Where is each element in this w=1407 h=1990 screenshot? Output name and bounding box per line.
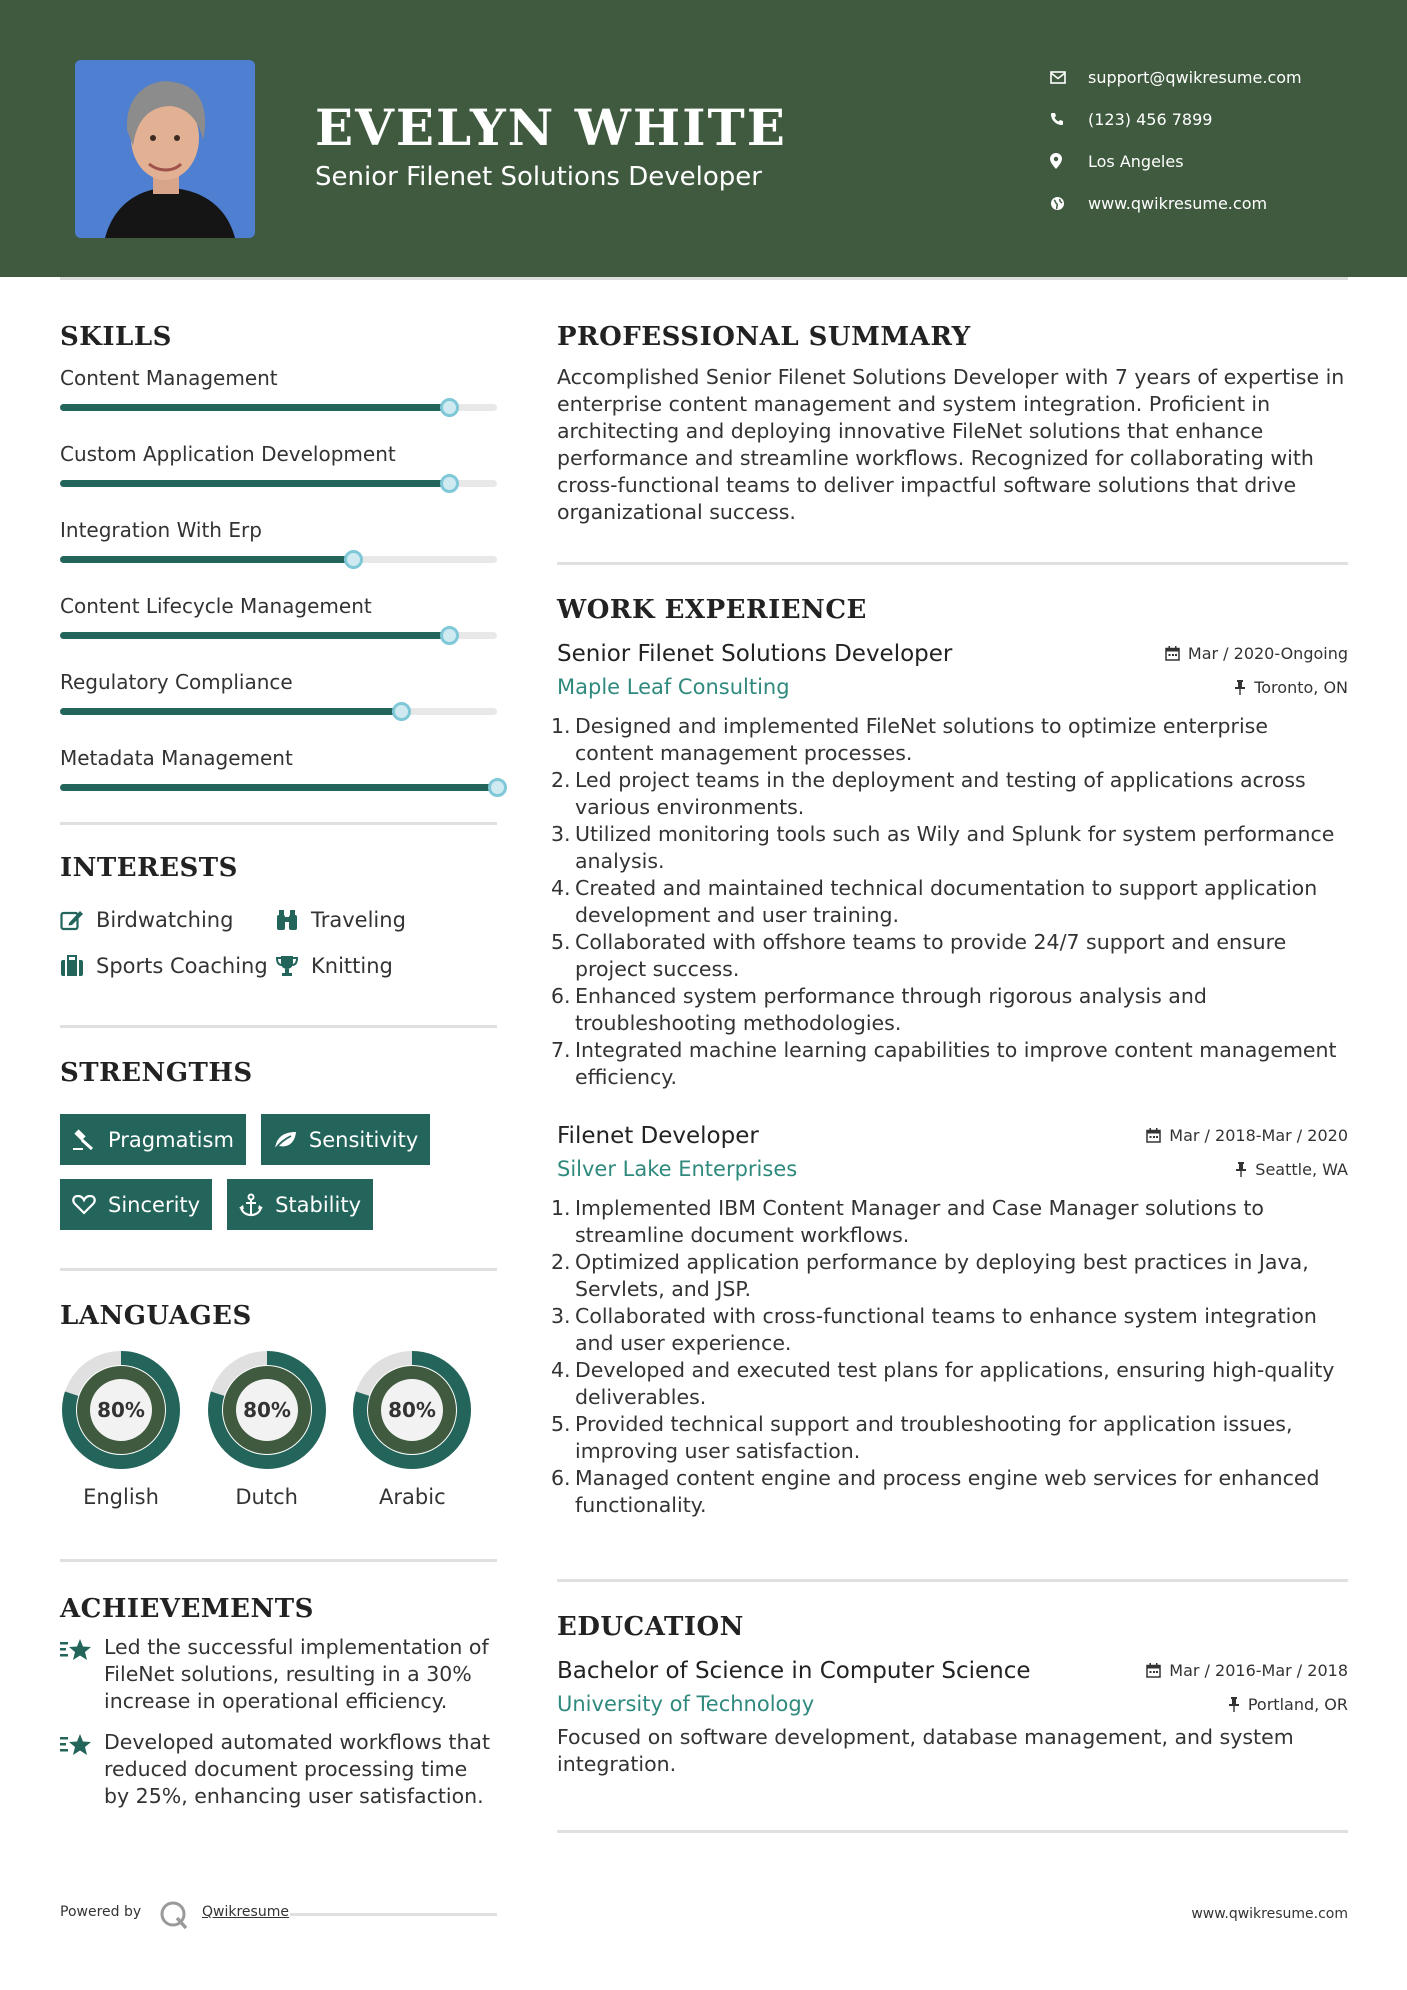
contact-email-text: support@qwikresume.com <box>1088 67 1302 87</box>
job-duties <box>551 1195 1348 1519</box>
skill-bar <box>60 404 497 411</box>
strength-tag <box>227 1179 373 1230</box>
interests-title: INTERESTS <box>60 853 238 883</box>
pushpin-icon <box>1235 1162 1247 1177</box>
binoculars-icon <box>275 909 311 931</box>
section-divider <box>60 1268 497 1271</box>
language-percent: 80% <box>242 1398 291 1422</box>
skill-item <box>60 366 497 442</box>
interests-list <box>60 907 497 979</box>
language-percent: 80% <box>388 1398 437 1422</box>
skill-bar <box>60 708 497 715</box>
language-percent: 80% <box>97 1398 145 1422</box>
duty-item: 5. Provided technical support and troubleshooting for application issues, improving user satisfaction. <box>551 1412 1293 1463</box>
duty-item: 4. Created and maintained technical documentation to support application development and user training. <box>551 876 1318 927</box>
strength-label: Pragmatism <box>108 1127 234 1152</box>
language-ring <box>206 1349 328 1471</box>
contact-email[interactable] <box>1050 56 1380 98</box>
job-date <box>1165 644 1348 663</box>
skill-bar <box>60 632 497 639</box>
skill-knob <box>392 702 411 721</box>
achievements-section <box>60 1594 497 1810</box>
briefcase-icon <box>60 955 96 977</box>
interest-item <box>60 907 275 933</box>
experience-section <box>551 595 1348 1519</box>
skill-item <box>60 442 497 518</box>
education-description: Focused on software development, database management, and system integration. <box>557 1725 1294 1776</box>
contact-phone-text: (123) 456 7899 <box>1088 109 1213 129</box>
anchor-icon <box>239 1193 275 1217</box>
skill-name: Metadata Management <box>60 746 293 770</box>
section-divider <box>60 822 497 825</box>
contact-list <box>1050 56 1380 224</box>
education-location <box>1228 1695 1348 1714</box>
skill-name: Custom Application Development <box>60 442 396 466</box>
calendar-icon <box>1146 1663 1161 1678</box>
job-location-text: Toronto, ON <box>1254 677 1348 697</box>
skill-item <box>60 518 497 594</box>
language-name: English <box>83 1485 159 1509</box>
job-location <box>1234 678 1348 697</box>
section-divider <box>60 1559 497 1562</box>
contact-website[interactable] <box>1050 182 1380 224</box>
interests-section <box>60 853 497 979</box>
strength-label: Sincerity <box>108 1192 201 1217</box>
left-column <box>60 322 497 1810</box>
contact-location-text: Los Angeles <box>1088 151 1184 171</box>
section-divider <box>557 1579 1348 1582</box>
header-divider <box>60 277 1348 280</box>
powered-by-label: Powered by <box>60 1904 142 1920</box>
skill-item <box>60 594 497 670</box>
calendar-icon <box>1165 646 1180 661</box>
company-name: Silver Lake Enterprises <box>557 1157 798 1181</box>
interest-label: Sports Coaching <box>96 954 268 978</box>
interest-label: Knitting <box>311 954 393 978</box>
footer-website[interactable]: www.qwikresume.com <box>1191 1906 1348 1922</box>
candidate-title: Senior Filenet Solutions Developer <box>315 162 762 192</box>
envelope-icon <box>1050 71 1088 84</box>
calendar-icon <box>1146 1128 1161 1143</box>
duty-item: 3. Collaborated with cross-functional teams to enhance system integration and user experience. <box>551 1304 1317 1355</box>
skill-name: Regulatory Compliance <box>60 670 293 694</box>
duty-item: 6. Managed content engine and process engine web services for enhanced functionality. <box>551 1466 1320 1517</box>
education-date <box>1146 1661 1348 1680</box>
language-item <box>351 1349 497 1509</box>
education-title: EDUCATION <box>557 1612 744 1642</box>
job-date <box>1146 1126 1348 1145</box>
qwikresume-link[interactable]: Qwikresume <box>202 1904 289 1920</box>
languages-list <box>60 1349 497 1509</box>
contact-website-text: www.qwikresume.com <box>1088 193 1268 213</box>
qwikresume-logo-icon <box>158 1900 192 1934</box>
language-ring <box>60 1349 182 1471</box>
gavel-icon <box>72 1129 108 1151</box>
experience-title: WORK EXPERIENCE <box>557 595 867 625</box>
strength-label: Sensitivity <box>308 1127 419 1152</box>
star-list-icon <box>60 1729 104 1810</box>
skill-knob <box>488 778 507 797</box>
footer-line <box>290 1913 497 1916</box>
achievement-item <box>60 1634 497 1715</box>
strength-tag <box>261 1114 430 1165</box>
job-date-text: Mar / 2018-Mar / 2020 <box>1169 1126 1348 1145</box>
summary-section <box>557 322 1348 526</box>
education-date-text: Mar / 2016-Mar / 2018 <box>1169 1661 1348 1680</box>
skill-knob <box>440 474 459 493</box>
achievement-text: Led the successful implementation of FileNet solutions, resulting in a 30% increase in operational efficiency. <box>104 1635 489 1713</box>
duty-item: 6. Enhanced system performance through rigorous analysis and troubleshooting methodologies. <box>551 984 1207 1035</box>
pushpin-icon <box>1228 1697 1240 1712</box>
education-location-text: Portland, OR <box>1247 1694 1348 1714</box>
summary-title: PROFESSIONAL SUMMARY <box>557 322 971 352</box>
pushpin-icon <box>1234 680 1246 695</box>
skill-knob <box>344 550 363 569</box>
language-ring <box>351 1349 473 1471</box>
heart-icon <box>72 1194 108 1215</box>
achievement-item <box>60 1729 497 1810</box>
duty-item: 7. Integrated machine learning capabilities to improve content management efficiency. <box>551 1038 1337 1089</box>
interest-item <box>275 907 490 933</box>
achievements-title: ACHIEVEMENTS <box>60 1594 314 1624</box>
language-name: Arabic <box>379 1485 446 1509</box>
skill-name: Content Lifecycle Management <box>60 594 372 618</box>
phone-icon <box>1050 112 1088 126</box>
strengths-title: STRENGTHS <box>60 1058 253 1088</box>
strengths-section <box>60 1058 497 1230</box>
duty-item: 1. Designed and implemented FileNet solutions to optimize enterprise content management processes. <box>551 714 1268 765</box>
job-location-text: Seattle, WA <box>1255 1159 1348 1179</box>
leaf-icon <box>273 1130 309 1150</box>
strengths-list <box>60 1114 497 1230</box>
resume-header <box>0 0 1407 277</box>
duty-item: 3. Utilized monitoring tools such as Wily and Splunk for system performance analysis. <box>551 822 1335 873</box>
skills-section <box>60 322 497 822</box>
footer-brand <box>60 1900 497 1930</box>
company-name: Maple Leaf Consulting <box>557 675 790 699</box>
duty-item: 1. Implemented IBM Content Manager and Case Manager solutions to streamline document workflows. <box>551 1196 1264 1247</box>
duty-item: 2. Led project teams in the deployment and testing of applications across various environments. <box>551 768 1306 819</box>
pencil-square-icon <box>60 909 96 931</box>
profile-photo <box>75 60 255 238</box>
contact-location <box>1050 140 1380 182</box>
job-entry <box>551 1123 1348 1519</box>
duty-item: 5. Collaborated with offshore teams to provide 24/7 support and ensure project success. <box>551 930 1287 981</box>
candidate-name: EVELYN WHITE <box>315 98 787 157</box>
duty-item: 4. Developed and executed test plans for applications, ensuring high-quality deliverables. <box>551 1358 1335 1409</box>
skill-knob <box>440 398 459 417</box>
job-duties <box>551 713 1348 1091</box>
skill-item <box>60 746 497 822</box>
strength-tag <box>60 1114 246 1165</box>
degree-title: Bachelor of Science in Computer Science <box>557 1658 1031 1684</box>
globe-icon <box>1050 196 1088 211</box>
trophy-icon <box>275 955 311 977</box>
skill-name: Content Management <box>60 366 278 390</box>
section-divider <box>557 562 1348 565</box>
job-title: Filenet Developer <box>557 1123 759 1149</box>
strength-tag <box>60 1179 212 1230</box>
right-column <box>551 322 1348 1833</box>
skill-bar <box>60 480 497 487</box>
interest-label: Traveling <box>311 908 406 932</box>
languages-title: LANGUAGES <box>60 1301 252 1331</box>
location-pin-icon <box>1050 153 1088 169</box>
language-item <box>60 1349 206 1509</box>
star-list-icon <box>60 1634 104 1715</box>
language-name: Dutch <box>235 1485 298 1509</box>
skills-title: SKILLS <box>60 322 172 352</box>
job-entry <box>551 641 1348 1091</box>
interest-item <box>275 953 490 979</box>
duty-item: 2. Optimized application performance by deploying best practices in Java, Servlets, and JSP. <box>551 1250 1309 1301</box>
skill-bar <box>60 784 497 791</box>
school-name: University of Technology <box>557 1692 815 1716</box>
section-divider <box>60 1025 497 1028</box>
job-location <box>1235 1160 1348 1179</box>
achievement-text: Developed automated workflows that reduced document processing time by 25%, enhancing user satisfaction. <box>104 1730 491 1808</box>
education-section <box>557 1612 1348 1778</box>
strength-label: Stability <box>275 1192 362 1217</box>
interest-item <box>60 953 275 979</box>
languages-section <box>60 1301 497 1509</box>
skills-list <box>60 366 497 822</box>
skill-name: Integration With Erp <box>60 518 262 542</box>
language-item <box>206 1349 352 1509</box>
job-date-text: Mar / 2020-Ongoing <box>1187 644 1348 663</box>
summary-text: Accomplished Senior Filenet Solutions Developer with 7 years of expertise in enterprise content management and system integration. Proficient in architecting and deploying innovative FileNet solutions that enhance performance and streamline workflows. Recognized for collaborating with cross-functional teams to deliver impactful software solutions that drive organizational success. <box>557 365 1345 524</box>
skill-item <box>60 670 497 746</box>
skill-knob <box>440 626 459 645</box>
skill-bar <box>60 556 497 563</box>
section-divider <box>557 1830 1348 1833</box>
interest-label: Birdwatching <box>96 908 234 932</box>
contact-phone[interactable] <box>1050 98 1380 140</box>
job-title: Senior Filenet Solutions Developer <box>557 641 953 667</box>
